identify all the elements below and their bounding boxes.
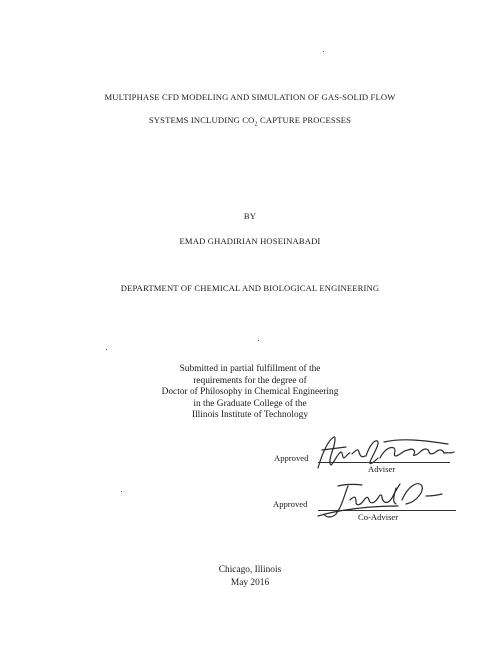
approved-label-adviser: Approved (274, 453, 309, 463)
thesis-title-line-1: MULTIPHASE CFD MODELING AND SIMULATION OF GAS-SOLID FLOW (104, 92, 396, 102)
title-text: SYSTEMS INCLUDING CO (148, 115, 255, 125)
scan-speck (258, 340, 259, 341)
submission-line: Submitted in partial fulfillment of the (179, 364, 321, 374)
submission-statement (0, 364, 500, 422)
thesis-title-line-2 (0, 115, 500, 128)
by-label: BY (243, 211, 257, 221)
department-name: DEPARTMENT OF CHEMICAL AND BIOLOGICAL ENGINEERING (120, 283, 380, 293)
submission-line: Illinois Institute of Technology (191, 410, 309, 421)
submission-line: in the Graduate College of the (193, 398, 307, 409)
approved-label-co-adviser: Approved (273, 499, 308, 509)
submission-line: requirements for the degree of (193, 375, 307, 386)
scan-speck (121, 491, 122, 492)
location: Chicago, Illinois (218, 565, 282, 575)
co-adviser-role-label: Co-Adviser (358, 512, 399, 522)
submission-line: Doctor of Philosophy in Chemical Engineering (161, 387, 339, 398)
scan-speck (323, 51, 324, 52)
scan-speck (106, 349, 107, 350)
author-name: EMAD GHADIRIAN HOSEINABADI (179, 236, 321, 246)
adviser-role-label: Adviser (368, 464, 396, 474)
submission-date: May 2016 (230, 578, 270, 588)
title-text: CAPTURE PROCESSES (257, 115, 352, 125)
title-subscript: 2 (254, 121, 258, 128)
